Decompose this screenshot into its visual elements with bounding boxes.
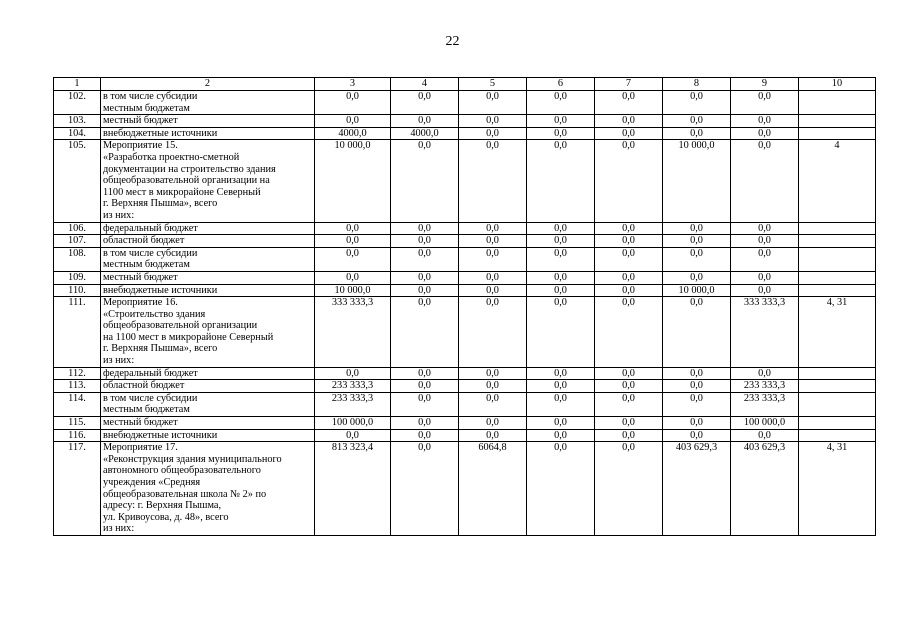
amount-cell: 0,0 [315, 367, 391, 380]
amount-cell: 0,0 [527, 247, 595, 271]
amount-cell: 10 000,0 [315, 284, 391, 297]
column-header: 5 [459, 78, 527, 91]
amount-cell: 0,0 [315, 235, 391, 248]
amount-cell: 0,0 [527, 127, 595, 140]
table-row [54, 297, 876, 368]
amount-cell: 0,0 [459, 417, 527, 430]
row-number: 107. [54, 235, 101, 248]
amount-cell: 0,0 [731, 127, 799, 140]
row-number: 115. [54, 417, 101, 430]
amount-cell: 0,0 [527, 91, 595, 115]
amount-cell: 10 000,0 [663, 284, 731, 297]
column-header: 7 [595, 78, 663, 91]
table-row [54, 235, 876, 248]
amount-cell: 0,0 [663, 417, 731, 430]
table-row [54, 127, 876, 140]
amount-cell: 0,0 [459, 284, 527, 297]
amount-cell: 0,0 [595, 91, 663, 115]
target-reference [799, 91, 876, 115]
amount-cell: 0,0 [663, 222, 731, 235]
description-line: в том числе субсидии [103, 91, 198, 102]
column-header: 3 [315, 78, 391, 91]
amount-cell: 0,0 [527, 367, 595, 380]
description-line: в том числе субсидии [103, 247, 198, 259]
description-line: из них: [103, 355, 135, 367]
amount-cell: 0,0 [391, 222, 459, 235]
target-reference [799, 392, 876, 416]
amount-cell: 0,0 [459, 367, 527, 380]
table-row [54, 442, 876, 536]
table-row [54, 91, 876, 115]
row-number: 112. [54, 367, 101, 380]
amount-cell: 0,0 [527, 235, 595, 248]
amount-cell: 0,0 [391, 91, 459, 115]
amount-cell: 0,0 [391, 235, 459, 248]
amount-cell: 0,0 [731, 284, 799, 297]
amount-cell: 0,0 [391, 297, 459, 368]
amount-cell: 0,0 [459, 235, 527, 248]
table-row [54, 247, 876, 271]
description-line: местный бюджет [103, 417, 178, 429]
table-row [54, 429, 876, 442]
row-description [101, 140, 315, 222]
description-line: ул. Кривоусова, д. 48», всего [103, 511, 229, 523]
description-line: г. Верхняя Пышма», всего [103, 198, 218, 210]
amount-cell: 0,0 [527, 442, 595, 536]
amount-cell: 233 333,3 [315, 392, 391, 416]
description-line: областной бюджет [103, 380, 185, 392]
amount-cell: 0,0 [731, 222, 799, 235]
amount-cell: 0,0 [459, 429, 527, 442]
amount-cell: 0,0 [459, 127, 527, 140]
amount-cell: 0,0 [459, 222, 527, 235]
description-line: Мероприятие 15. [103, 140, 178, 152]
row-number: 106. [54, 222, 101, 235]
target-reference [799, 271, 876, 284]
table-row [54, 417, 876, 430]
amount-cell: 0,0 [527, 429, 595, 442]
amount-cell: 0,0 [731, 115, 799, 128]
amount-cell: 0,0 [391, 380, 459, 393]
amount-cell: 813 323,4 [315, 442, 391, 536]
amount-cell: 0,0 [459, 115, 527, 128]
amount-cell: 0,0 [527, 392, 595, 416]
amount-cell: 0,0 [731, 247, 799, 271]
table-row [54, 115, 876, 128]
column-header: 8 [663, 78, 731, 91]
row-number: 113. [54, 380, 101, 393]
amount-cell: 0,0 [459, 140, 527, 222]
amount-cell: 0,0 [527, 380, 595, 393]
amount-cell: 0,0 [595, 115, 663, 128]
amount-cell: 403 629,3 [663, 442, 731, 536]
amount-cell: 0,0 [731, 367, 799, 380]
amount-cell: 0,0 [527, 284, 595, 297]
amount-cell: 0,0 [595, 429, 663, 442]
description-line: местный бюджет [103, 115, 178, 127]
amount-cell: 0,0 [459, 392, 527, 416]
description-line: 1100 мест в микрорайоне Северный [103, 186, 261, 198]
amount-cell: 0,0 [595, 271, 663, 284]
amount-cell: 0,0 [595, 380, 663, 393]
column-header: 6 [527, 78, 595, 91]
amount-cell: 4000,0 [315, 127, 391, 140]
amount-cell: 0,0 [731, 91, 799, 115]
description-line: учреждения «Средняя [103, 477, 201, 488]
row-number: 117. [54, 442, 101, 536]
amount-cell: 0,0 [663, 115, 731, 128]
row-description [101, 127, 315, 140]
amount-cell: 0,0 [459, 380, 527, 393]
table-row [54, 271, 876, 284]
description-line: общеобразовательной организации [103, 320, 258, 332]
amount-cell: 0,0 [527, 417, 595, 430]
amount-cell: 6064,8 [459, 442, 527, 536]
description-line: из них: [103, 523, 135, 535]
description-line: местным бюджетам [103, 259, 190, 271]
column-header: 1 [54, 78, 101, 91]
amount-cell: 100 000,0 [731, 417, 799, 430]
column-header: 4 [391, 78, 459, 91]
page-number: 22 [445, 34, 460, 49]
row-number: 109. [54, 271, 101, 284]
amount-cell: 0,0 [391, 115, 459, 128]
table-row [54, 222, 876, 235]
amount-cell: 233 333,3 [731, 380, 799, 393]
target-reference [799, 247, 876, 271]
amount-cell: 0,0 [595, 442, 663, 536]
amount-cell: 0,0 [391, 367, 459, 380]
amount-cell: 0,0 [663, 91, 731, 115]
row-number: 110. [54, 284, 101, 297]
amount-cell: 0,0 [731, 235, 799, 248]
amount-cell: 0,0 [527, 115, 595, 128]
amount-cell: 0,0 [663, 429, 731, 442]
row-description [101, 417, 315, 430]
amount-cell: 0,0 [315, 91, 391, 115]
description-line: местным бюджетам [103, 404, 190, 416]
amount-cell: 0,0 [391, 140, 459, 222]
row-description [101, 235, 315, 248]
target-reference [799, 367, 876, 380]
amount-cell: 0,0 [315, 247, 391, 271]
target-reference [799, 235, 876, 248]
amount-cell: 0,0 [663, 271, 731, 284]
amount-cell: 0,0 [459, 91, 527, 115]
table-row [54, 380, 876, 393]
description-line: Мероприятие 17. [103, 442, 178, 454]
amount-cell: 0,0 [459, 271, 527, 284]
table-body [54, 78, 876, 536]
row-description [101, 367, 315, 380]
row-description [101, 115, 315, 128]
amount-cell: 0,0 [315, 429, 391, 442]
amount-cell: 0,0 [663, 392, 731, 416]
amount-cell: 0,0 [663, 247, 731, 271]
amount-cell: 233 333,3 [731, 392, 799, 416]
amount-cell: 233 333,3 [315, 380, 391, 393]
description-line: на 1100 мест в микрорайоне Северный [103, 331, 274, 343]
target-reference: 4, 31 [799, 297, 876, 368]
column-header: 2 [101, 78, 315, 91]
description-line: «Разработка проектно-сметной [103, 151, 240, 163]
description-line: в том числе субсидии [103, 392, 198, 404]
amount-cell: 4000,0 [391, 127, 459, 140]
amount-cell: 0,0 [595, 235, 663, 248]
amount-cell: 0,0 [663, 367, 731, 380]
row-description [101, 429, 315, 442]
table-row [54, 284, 876, 297]
table-header-row [54, 78, 876, 91]
target-reference: 4 [799, 140, 876, 222]
amount-cell: 0,0 [391, 429, 459, 442]
amount-cell: 0,0 [391, 284, 459, 297]
row-number: 116. [54, 429, 101, 442]
amount-cell: 403 629,3 [731, 442, 799, 536]
amount-cell: 0,0 [391, 442, 459, 536]
amount-cell: 0,0 [595, 284, 663, 297]
row-number: 104. [54, 127, 101, 140]
amount-cell: 0,0 [391, 417, 459, 430]
row-number: 111. [54, 297, 101, 368]
target-reference [799, 127, 876, 140]
amount-cell: 0,0 [527, 222, 595, 235]
amount-cell: 0,0 [315, 222, 391, 235]
row-number: 114. [54, 392, 101, 416]
target-reference [799, 284, 876, 297]
amount-cell: 0,0 [663, 297, 731, 368]
amount-cell: 0,0 [595, 417, 663, 430]
row-description [101, 247, 315, 271]
amount-cell: 0,0 [459, 247, 527, 271]
target-reference: 4, 31 [799, 442, 876, 536]
amount-cell: 0,0 [527, 297, 595, 368]
row-description [101, 297, 315, 368]
amount-cell: 0,0 [595, 222, 663, 235]
description-line: общеобразовательная школа № 2» по [103, 488, 267, 500]
amount-cell: 0,0 [731, 271, 799, 284]
target-reference [799, 417, 876, 430]
description-line: местным бюджетам [103, 102, 190, 114]
description-line: федеральный бюджет [103, 222, 198, 234]
amount-cell: 0,0 [391, 247, 459, 271]
amount-cell: 0,0 [459, 297, 527, 368]
row-description [101, 284, 315, 297]
description-line: автономного общеобразовательного [103, 465, 261, 477]
column-header: 9 [731, 78, 799, 91]
amount-cell: 0,0 [391, 271, 459, 284]
amount-cell: 0,0 [731, 429, 799, 442]
row-number: 108. [54, 247, 101, 271]
column-header: 10 [799, 78, 876, 91]
description-line: областной бюджет [103, 235, 185, 247]
table-row [54, 392, 876, 416]
description-line: общеобразовательной организации на [103, 175, 270, 187]
amount-cell: 0,0 [315, 271, 391, 284]
amount-cell: 0,0 [315, 115, 391, 128]
amount-cell: 0,0 [663, 380, 731, 393]
row-number: 102. [54, 91, 101, 115]
amount-cell: 0,0 [595, 367, 663, 380]
row-description [101, 222, 315, 235]
amount-cell: 333 333,3 [731, 297, 799, 368]
description-line: «Реконструкция здания муниципального [103, 453, 282, 465]
amount-cell: 0,0 [595, 247, 663, 271]
row-description [101, 271, 315, 284]
description-line: «Строительство здания [103, 308, 206, 320]
table-row [54, 140, 876, 222]
amount-cell: 0,0 [595, 140, 663, 222]
row-description [101, 380, 315, 393]
amount-cell: 0,0 [663, 235, 731, 248]
description-line: из них: [103, 209, 135, 221]
amount-cell: 0,0 [527, 140, 595, 222]
amount-cell: 0,0 [595, 297, 663, 368]
amount-cell: 100 000,0 [315, 417, 391, 430]
amount-cell: 10 000,0 [663, 140, 731, 222]
row-description [101, 91, 315, 115]
amount-cell: 0,0 [731, 140, 799, 222]
description-line: внебюджетные источники [103, 429, 218, 441]
amount-cell: 333 333,3 [315, 297, 391, 368]
description-line: внебюджетные источники [103, 284, 218, 296]
description-line: документации на строительство здания [103, 163, 276, 175]
description-line: федеральный бюджет [103, 367, 198, 379]
description-line: г. Верхняя Пышма», всего [103, 343, 218, 355]
budget-table [53, 77, 876, 536]
table-row [54, 367, 876, 380]
row-number: 103. [54, 115, 101, 128]
amount-cell: 0,0 [595, 392, 663, 416]
amount-cell: 0,0 [391, 392, 459, 416]
row-number: 105. [54, 140, 101, 222]
row-description [101, 442, 315, 536]
description-line: местный бюджет [103, 271, 178, 283]
amount-cell: 0,0 [527, 271, 595, 284]
target-reference [799, 429, 876, 442]
description-line: адресу: г. Верхняя Пышма, [103, 500, 222, 512]
target-reference [799, 115, 876, 128]
description-line: Мероприятие 16. [103, 297, 178, 309]
target-reference [799, 380, 876, 393]
description-line: внебюджетные источники [103, 127, 218, 139]
target-reference [799, 222, 876, 235]
row-description [101, 392, 315, 416]
amount-cell: 0,0 [663, 127, 731, 140]
amount-cell: 0,0 [595, 127, 663, 140]
amount-cell: 10 000,0 [315, 140, 391, 222]
